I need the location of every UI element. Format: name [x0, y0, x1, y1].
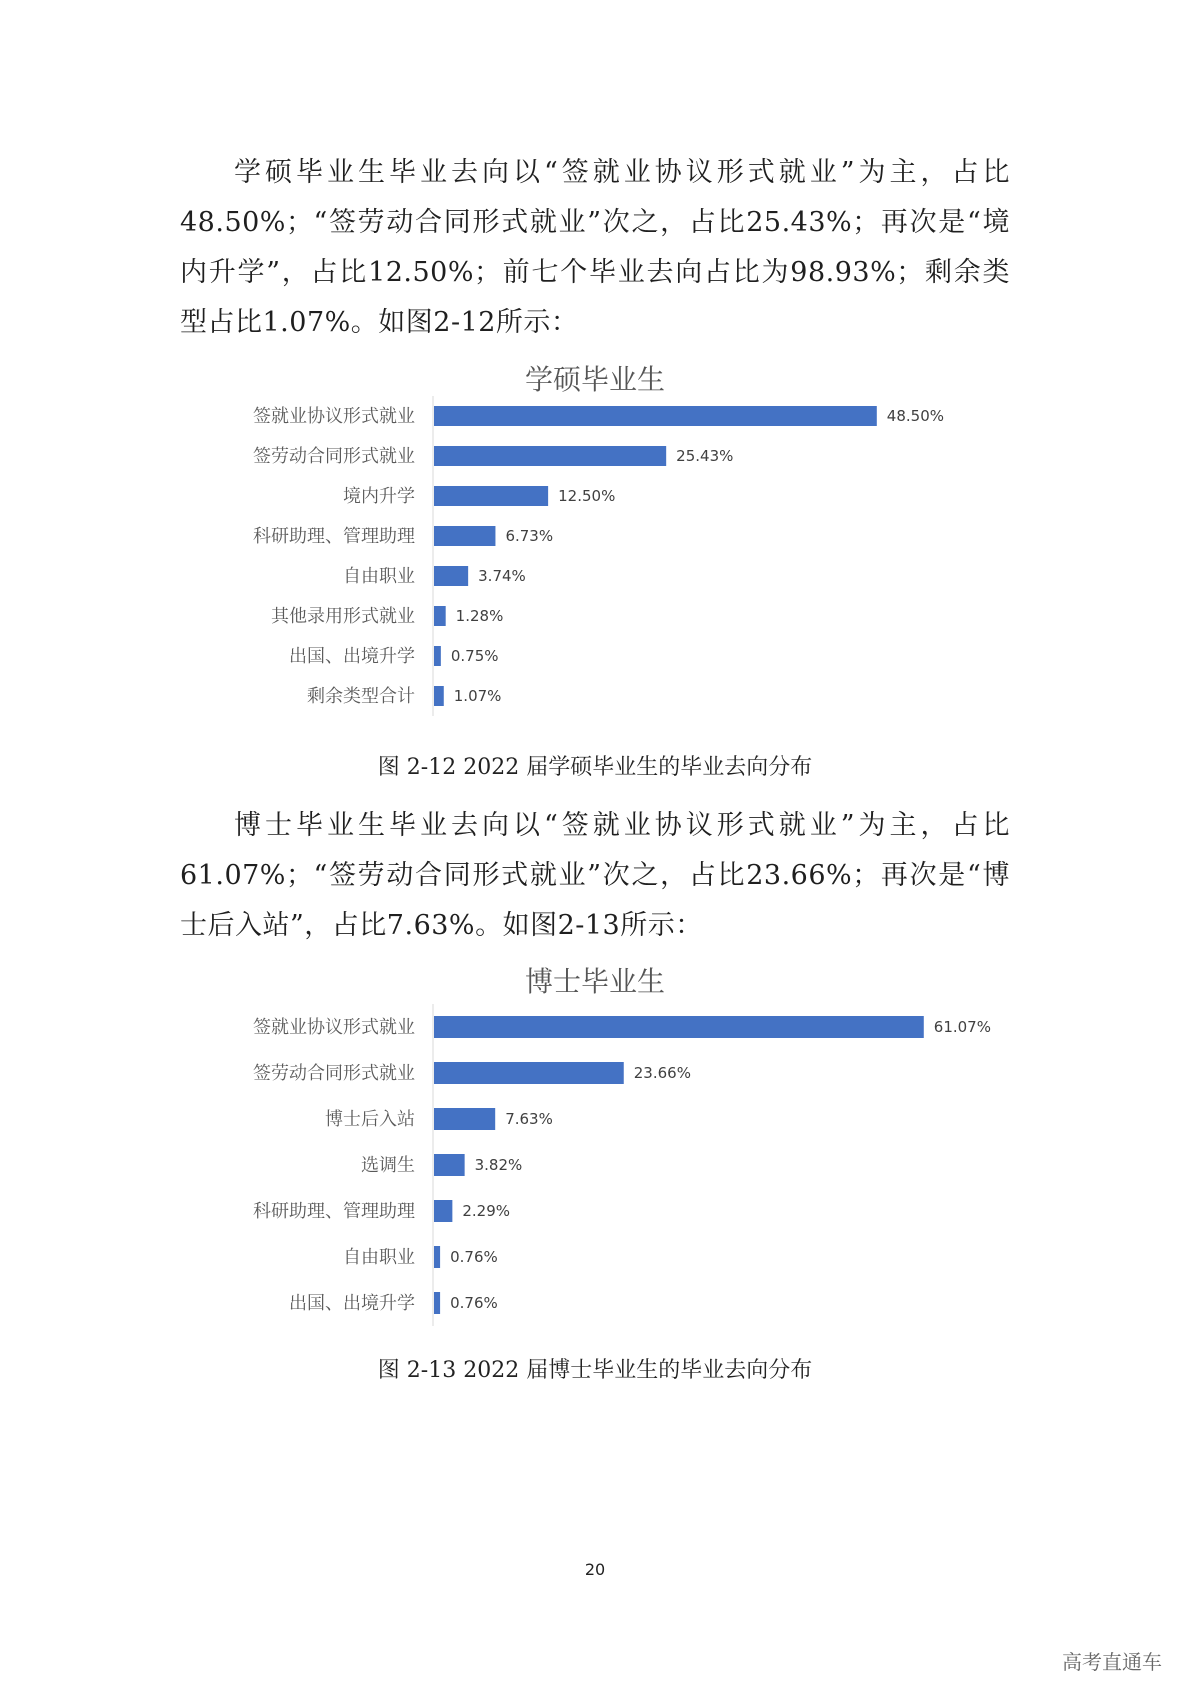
bar [434, 1154, 465, 1176]
category-label: 其他录用形式就业 [271, 606, 415, 627]
value-label: 2.29% [462, 1202, 511, 1220]
bar [434, 1108, 495, 1130]
bar [434, 1062, 624, 1084]
bar [434, 646, 441, 666]
value-label: 1.07% [453, 687, 502, 705]
paragraph-doctoral-graduates: 博士毕业生毕业去向以“签就业协议形式就业”为主，占比61.07%；“签劳动合同形式就业”次之，占比23.66%；再次是“博士后入站”，占比7.63%。如图2-13所示： [180, 810, 1010, 941]
category-label: 出国、出境升学 [289, 646, 415, 667]
category-label: 出国、出境升学 [289, 1293, 415, 1314]
bar [434, 686, 444, 706]
bar [434, 526, 495, 546]
figure-caption-2-12: 图 2-12 2022 届学硕毕业生的毕业去向分布 [377, 755, 813, 780]
category-label: 自由职业 [343, 1247, 415, 1268]
watermark-logo-text: 高考直通车 [1062, 1650, 1162, 1674]
value-label: 48.50% [886, 407, 945, 425]
figure-caption-2-13: 图 2-13 2022 届博士毕业生的毕业去向分布 [377, 1358, 813, 1383]
bar [434, 1292, 440, 1314]
bar [434, 406, 877, 426]
bar [434, 566, 468, 586]
category-label: 科研助理、管理助理 [253, 1201, 415, 1222]
value-label: 23.66% [633, 1064, 691, 1082]
category-label: 科研助理、管理助理 [253, 526, 415, 547]
chart-title: 学硕毕业生 [524, 363, 665, 396]
chart-master-graduates [0, 358, 1190, 728]
category-label: 剩余类型合计 [307, 686, 415, 707]
value-label: 61.07% [933, 1018, 991, 1036]
value-label: 7.63% [505, 1110, 553, 1128]
page-number: 20 [584, 1560, 606, 1579]
category-label: 自由职业 [343, 566, 415, 587]
bar [434, 486, 548, 506]
category-label: 签就业协议形式就业 [253, 406, 415, 427]
bar [434, 1200, 452, 1222]
bar [434, 446, 666, 466]
bar [434, 1016, 924, 1038]
chart-title: 博士毕业生 [524, 965, 665, 998]
category-label: 签就业协议形式就业 [253, 1017, 415, 1038]
value-label: 3.74% [478, 567, 526, 585]
value-label: 6.73% [505, 527, 554, 545]
value-label: 0.76% [450, 1294, 498, 1312]
category-label: 境内升学 [343, 486, 415, 507]
value-label: 25.43% [676, 447, 734, 465]
category-label: 选调生 [361, 1155, 415, 1176]
chart-doctoral-graduates [0, 960, 1190, 1350]
category-label: 签劳动合同形式就业 [253, 1063, 415, 1084]
chart-svg [0, 960, 1190, 1350]
value-label: 1.28% [455, 607, 504, 625]
value-label: 12.50% [558, 487, 616, 505]
value-label: 0.76% [450, 1248, 498, 1266]
category-label: 博士后入站 [325, 1109, 415, 1130]
value-label: 0.75% [450, 647, 499, 665]
value-label: 3.82% [474, 1156, 523, 1174]
bar [434, 606, 446, 626]
chart-svg [0, 358, 1190, 728]
category-label: 签劳动合同形式就业 [253, 446, 415, 467]
paragraph-master-graduates: 学硕毕业生毕业去向以“签就业协议形式就业”为主，占比48.50%；“签劳动合同形式就业”次之，占比25.43%；再次是“境内升学”，占比12.50%；前七个毕业去向占比为98.93%；剩余类型占比1.07%。如图2-12所示： [180, 157, 1010, 338]
bar [434, 1246, 440, 1268]
